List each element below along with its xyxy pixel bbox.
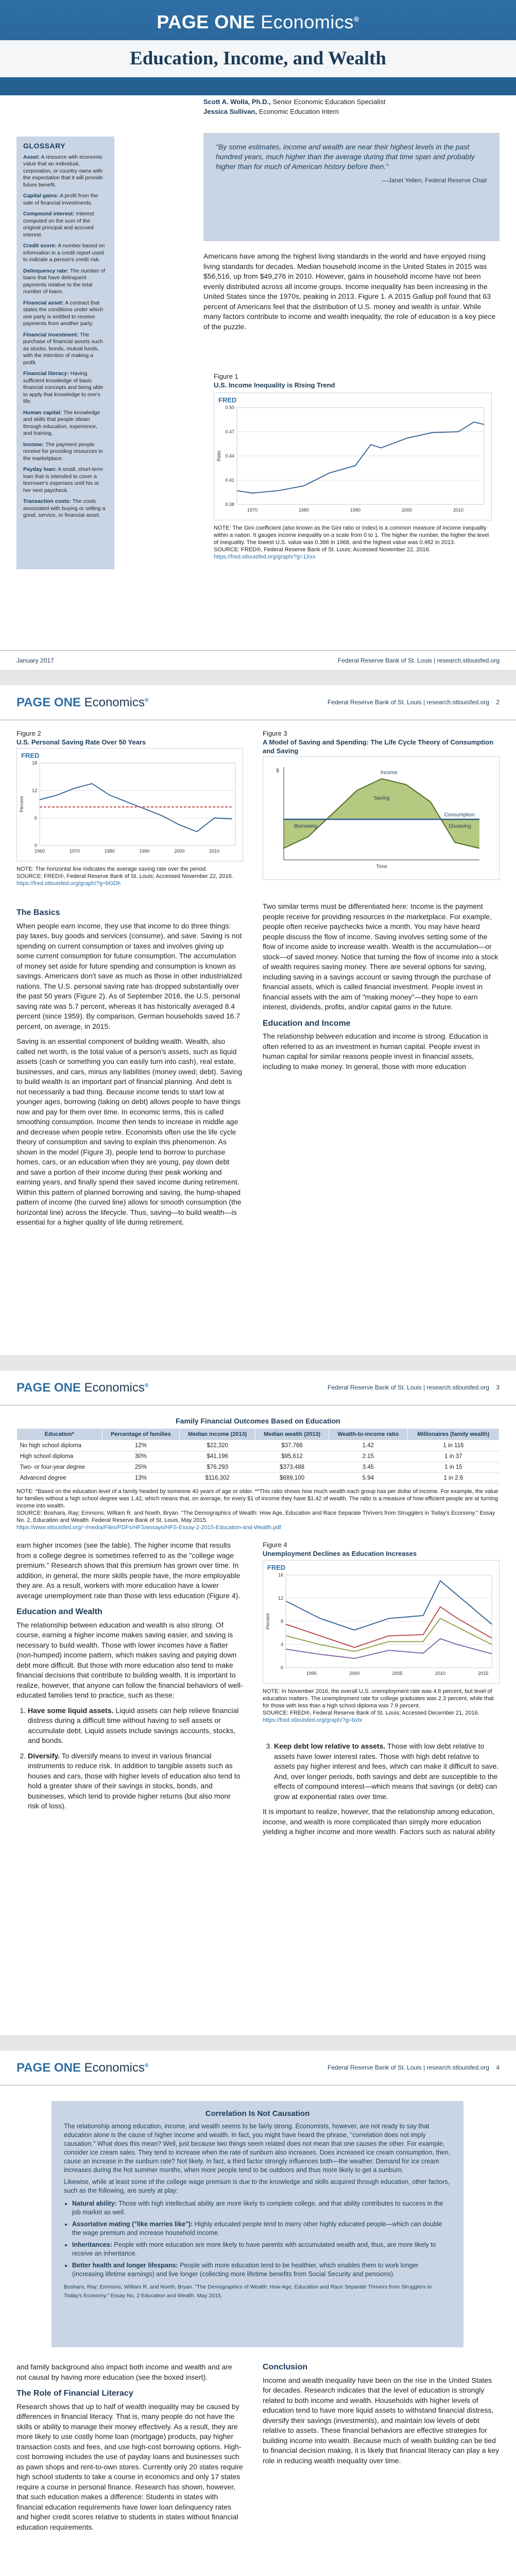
- table-cell: $41,196: [180, 1451, 255, 1462]
- table-title: Family Financial Outcomes Based on Education: [176, 1417, 340, 1425]
- table-row: [17, 1451, 500, 1462]
- chart-label: Time: [376, 864, 387, 870]
- glossary-term: Credit score: A number based on information in a credit report used to indicate a person's credit risk.: [23, 243, 105, 263]
- figure-4-link[interactable]: https://fred.stlouisfed.org/graph/?g=bxtx: [263, 1717, 363, 1723]
- table-cell: 13%: [102, 1473, 179, 1484]
- brand-logo: PAGE ONE Economics®: [157, 11, 359, 32]
- chart-label: Borrowing: [294, 823, 318, 829]
- y-tick-label: 0.44: [225, 453, 234, 459]
- section-heading-conclusion: Conclusion: [263, 2363, 308, 2371]
- y-tick-label: 0.47: [225, 429, 234, 434]
- running-header: PAGE ONE Economics® Federal Reserve Bank of St. Louis | research.stlouisfed.org 3: [0, 1370, 516, 1405]
- table-note: NOTE: *Based on the education level of a family headed by someone 40 years of age or older. **This ratio shows how much wealth each group has per dollar of income. For example, the value for families without a high school degree was 1.42, which means that, on average, for every $1 of income they have $1.42 of wealth. The ratio is a measure of how efficient people are at turning income into wealth. SOURCE: Boshara, Ray; Emmons, William R. and Noeth, Bryan. "The Demographics of Wealth: How Age, Education and Race Separate Thrivers from Strugglers in Today's Economy." Essay No. 2, Education and Wealth. Federal Reserve Bank of St. Louis, May 2015. https://www.stlouisfed.org/~/media/Files/PDFs/HFS/essays/HFS-Essay-2-2015-Education-and-Wealth.pdf: [16, 1488, 498, 1531]
- table-cell: 1 in 116: [407, 1440, 499, 1451]
- y-tick-label: 18: [31, 760, 37, 766]
- x-tick-label: 1990: [350, 507, 361, 513]
- y-axis-label: Ratio: [216, 450, 221, 462]
- glossary-term: Financial literacy: Having sufficient knowledge of basic financial concepts and being able to apply that knowledge to one's life.: [23, 370, 104, 404]
- glossary-term: Financial investment: The purchase of financial assets such as stocks, bonds, mutual funds, with the intention of making a profit.: [23, 331, 103, 366]
- fred-logo: FRED: [267, 1564, 286, 1571]
- family-outcomes-table: [16, 1428, 500, 1484]
- page-number: 3: [496, 1384, 500, 1391]
- behavior-2: 2. Diversify. To diversify means to invest in various financial instruments to reduce risk. In addition to tangible assets such as houses and cars, those with higher levels of education also tend to hold a greater share of their savings in stocks, bonds, and businesses, which tend to provide higher returns (but also more risk of loss).: [28, 1751, 243, 1811]
- y-tick-label: 0.41: [225, 478, 234, 483]
- x-tick-label: 1960: [34, 849, 45, 854]
- glossary-term: Asset: A resource with economic value that an individual, corporation, or country owns with the expectation that it will provide future benefit.: [23, 154, 103, 188]
- page-3-col-1: earn higher incomes (see the table). The higher income that results from a college degree is sometimes referred to as the "college wage premium." Research shows that this premium has grown over time. In addition, in general, the more skills people have, the more employable they are. As a result, workers with more education have a lower average unemployment rate than those with less education (Figure 4). Education and Wealth The relationship between education and wealth is also strong. Of course, earning a higher income makes saving easier, and saving is necessary to build wealth. Those with lower incomes have a flatter (non-humped) income pattern, which makes saving and paying down debt more difficult. But those with more education also tend to make financial decisions that contribute to building wealth. It is important to realize, however, that anyone can follow the financial behaviors of well-educated families tend to practice, such as these: 1. Have some liquid assets. Liquid assets can help relieve financial distress during a difficult time without having to sell assets or accumulate debt. Liquid assets include savings accounts, stocks, and bonds. 2. Diversify. To diversify means to invest in various financial instruments to reduce risk. In addition to tangible assets such as houses and cars, those with higher levels of education also tend to hold a greater share of their savings in stocks, bonds, and businesses, which tend to provide higher returns (but also more risk of loss).: [16, 1540, 243, 1817]
- section-heading-financial-literacy: The Role of Financial Literacy: [16, 2389, 133, 2398]
- glossary-term: Transaction costs: The costs associated with buying or selling a good, service, or financial asset.: [23, 498, 106, 518]
- y-tick-label: 16: [278, 1572, 283, 1578]
- glossary-term: Compound interest: Interest computed on the sum of the original principal and accrued interest.: [23, 211, 94, 238]
- figure-1-link[interactable]: https://fred.stlouisfed.org/graph/?g=1Xxx: [214, 554, 316, 560]
- x-tick-label: 2010: [453, 507, 464, 513]
- x-tick-label: 2000: [174, 849, 185, 854]
- quote-source: —Janet Yellen, Federal Reserve Chair: [382, 177, 487, 184]
- family-outcomes-table-block: [16, 1417, 500, 1531]
- callout-source: Boshara, Ray; Emmons, William R. and Noeth, Bryan. "The Demographics of Wealth: How Age, Education and Race Separate Thrivers from Strugglers in Today's Economy." Essay No. 2 Education and Wealth. May 2015.: [64, 2284, 432, 2299]
- callout-item: • Assortative mating ("like marries like"): Highly educated people tend to marry other highly educated people—which can double the wage premium and increase household income.: [72, 2220, 451, 2238]
- table-cell: $22,320: [180, 1440, 255, 1451]
- x-tick-label: 2000: [349, 1671, 360, 1676]
- running-header: PAGE ONE Economics® Federal Reserve Bank of St. Louis | research.stlouisfed.org 4: [0, 2050, 516, 2086]
- behaviors-list-b: [274, 1741, 500, 1802]
- callout-item: • Inheritances: People with more education are more likely to have parents with accumulated wealth and, thus, are more likely to receive an inheritance.: [72, 2241, 451, 2258]
- pull-quote: "By some estimates, income and wealth are near their highest levels in the past hundred years, much higher than the average during that time span and probably higher than for much of American history before then." —Janet Yellen, Federal Reserve Chair: [203, 133, 500, 241]
- behavior-1: 1. Have some liquid assets. Liquid assets can help relieve financial distress during a difficult time without having to sell assets or accumulate debt. Liquid assets include savings accounts, stocks, and bonds.: [28, 1706, 243, 1746]
- table-row: [17, 1440, 500, 1451]
- table-cell: $95,612: [255, 1451, 329, 1462]
- x-tick-label: 1980: [298, 507, 309, 513]
- x-tick-label: 2015: [478, 1671, 489, 1676]
- fred-logo: FRED: [218, 396, 237, 404]
- page-number: 2: [496, 699, 500, 706]
- page-1: [0, 0, 516, 670]
- page-2-col-2: Two similar terms must be differentiated here: Income is the payment people receive for providing resources in the marketplace. For example, people often receive paychecks twice a month. You may have heard people discuss the flow of income. Saving involves setting some of the flow of income aside to increase wealth. Wealth is the accumulation—or stock—of saved money. Notice that turning the flow of income into a stock of wealth requires saving money. There are several options for saving, including saving in a savings account or saving through the purchase of financial assets, which is called financial investment. People invest in financial assets with the aim of "making money"—they hope to earn interest, dividends, profits, and/or capital gains in the future. Education and Income The relationship between education and income is strong. Education is often referred to as an investment in human capital. People invest in human capital for similar reasons people invest in financial assets, including to make money. In general, those with more education: [263, 902, 500, 1072]
- chart-label: Dissaving: [449, 823, 471, 829]
- brand-logo: PAGE ONE Economics®: [16, 2061, 149, 2075]
- y-tick-label: 0: [280, 1665, 283, 1670]
- page-2-col-1: The Basics When people earn income, they use that income to do three things: pay taxes, buy goods and services (consume), and save. Saving is not spending on current consumption or taxes and involves giving up some current consumption for future consumption. The accumulation of money set aside for future spending and consumption is known as savings. Americans don't save as much as those in other industrialized nations. The U.S. personal saving rate has dropped substantially over the past 50 years (Figure 2). As of September 2016, the U.S. personal saving rate was 5.7 percent, whereas it has historically averaged 8.4 percent (since 1959). By comparison, German households saved 16.7 percent, on average, in 2015. Saving is an essential component of building wealth. Wealth, also called net worth, is the total value of a person's assets, such as liquid assets (cash or something you can easily turn into cash), real estate, businesses, and cars, minus any liabilities (money owed; debt). Saving to build wealth is an important part of financial planning. And debt is not necessarily a bad thing. Because income tends to start low at younger ages, borrowing (taking on debt) allows people to have things now and pay for them over time. In economic terms, this is called smoothing consumption. Income then tends to increase in middle age and decrease when people retire. Economists often use the life cycle theory of consumption and saving to explain this phenomenon. As shown in the model (Figure 3), people tend to borrow to purchase homes, cars, or an education when they are young, pay down debt and save a portion of their income during their peak working and earning years, and finally spend their saved income during retirement. Within this pattern of planned borrowing and saving, the hump-shaped pattern of income (the curved line) allows for smooth consumption (the horizontal line) across the lifecycle. Thus, saving—to build wealth—is essential for a higher quality of life during retirement.: [16, 908, 243, 1226]
- page-4-col-2: Conclusion Income and wealth inequality have been on the rise in the United States for decades. Research indicates that the level of education is strongly related to both income and wealth. Households with higher levels of education tend to have more liquid assets to withstand financial distress, diversify their savings (investments), and maintain low levels of debt relative to assets. These financial behaviors are effective strategies for building income into wealth. Because much of wealth building can be tied to financial decision making, it is likely that financial literacy can play a key role in reducing wealth inequality over time.: [263, 2363, 500, 2465]
- table-header-cell: Median wealth (2013): [255, 1429, 329, 1440]
- table-cell: $37,766: [255, 1440, 329, 1451]
- figure-1-heading: Figure 1 U.S. Income Inequality is Rising Trend: [214, 372, 335, 389]
- callout-title: Correlation Is Not Causation: [205, 2109, 310, 2118]
- y-tick-label: 6: [34, 815, 37, 821]
- glossary-list: [23, 154, 108, 519]
- chart-label: Saving: [373, 795, 390, 801]
- brand-logo: PAGE ONE Economics®: [16, 1381, 149, 1395]
- section-heading-basics: The Basics: [16, 908, 60, 917]
- x-tick-label: 1970: [247, 507, 258, 513]
- life-cycle-chart: [263, 757, 499, 879]
- figure-1-note: NOTE: The Gini coefficient (also known as the Gini ratio or index) is a common measure of income inequality within a nation. It gauges income inequality on a scale from 0 to 1. The higher the number, the higher the level of inequality. The lowest U.S. value was 0.386 in 1968, and the highest value was 0.482 in 2013. SOURCE: FRED®, Federal Reserve Bank of St. Louis; Accessed November 22, 2016. https://fred.stlouisfed.org/graph/?g=1Xxx: [214, 525, 489, 560]
- table-row: [17, 1473, 500, 1484]
- table-row: [17, 1462, 500, 1473]
- table-cell: $116,302: [180, 1473, 255, 1484]
- table-cell: 1 in 15: [407, 1462, 499, 1473]
- x-tick-label: 1995: [306, 1671, 317, 1676]
- table-cell: $689,100: [255, 1473, 329, 1484]
- glossary-box: [16, 137, 114, 569]
- callout-list: [72, 2199, 451, 2279]
- callout-item: • Better health and longer lifespans: People with more education tend to be healthier, which enables them to work longer (increasing lifetime earnings) and live longer (collecting more lifetime benefits from Social Security and pensions).: [72, 2261, 451, 2279]
- table-header-cell: Millionaires (family wealth): [407, 1429, 499, 1440]
- figure-2-note: NOTE: The horizontal line indicates the average saving rate over the period. SOURCE: FRED®, Federal Reserve Bank of St. Louis; Accessed November 22, 2016. https://fred.stlouisfed.org/graph/?g=bGDh: [16, 866, 233, 887]
- figure-2-chart: [16, 748, 243, 861]
- table-cell: 12%: [102, 1440, 179, 1451]
- behavior-3: 3. Keep debt low relative to assets. Those with low debt relative to assets have lower interest rates. Those with high debt relative to assets pay higher interest and fees, which can make it difficult to save. And, over longer periods, both savings and debt are susceptible to the effects of compound interest—which means that savings (or debt) can grow at exponential rates over time.: [274, 1741, 500, 1802]
- behaviors-list-a: [28, 1706, 243, 1811]
- y-tick-label: 12: [278, 1596, 283, 1601]
- figure-4-note: NOTE: In November 2016, the overall U.S. unemployment rate was 4.6 percent, but level of education matters. The unemployment rate for college graduates was 2.3 percent, while that for those with less than a high school diploma was 7.9 percent. SOURCE: FRED®, Federal Reserve Bank of St. Louis; Accessed December 21, 2016. https://fred.stlouisfed.org/graph/?g=bxtx: [263, 1688, 494, 1723]
- x-tick-label: 1980: [104, 849, 115, 854]
- income-inequality-chart: [214, 393, 491, 520]
- figure-1-chart: [214, 393, 492, 520]
- table-header-cell: Wealth-to-income ratio: [329, 1429, 407, 1440]
- glossary-term: Financial asset: A contract that states the conditions under which one party is entitled to receive payments from another party.: [23, 299, 104, 327]
- x-tick-label: 1970: [69, 849, 80, 854]
- running-header: PAGE ONE Economics® Federal Reserve Bank of St. Louis | research.stlouisfed.org 2: [0, 685, 516, 720]
- page-4-col-1: and family background also impact both income and wealth and are not causal by having more education (see the boxed insert). The Role of Financial Literacy Research shows that up to half of wealth inequality may be caused by differences in financial literacy. That is, many people do not have the skills or ability to manage their money effectively. As a result, they are more likely to use costly home loan (mortgage) products, pay higher transaction costs and fees, and use high-cost borrowing options. High-cost borrowing includes the use of payday loans and businesses such as pawn shops and rent-to-own stores. Currently only 20 states require high school students to take a course in economics and only 17 states require a course in personal finance. Research has shown, however, that such education makes a difference: Students in states with financial education requirements have lower loan delinquency rates and higher credit scores relative to students in states without financial education requirements.: [16, 2363, 243, 2531]
- saving-rate-chart: [17, 749, 243, 861]
- fred-logo: FRED: [21, 752, 40, 759]
- figure-2-link[interactable]: https://fred.stlouisfed.org/graph/?g=bGDh: [16, 880, 121, 887]
- figure-3-heading: Figure 3 A Model of Saving and Spending: The Life Cycle Theory of Consumption and Saving: [263, 730, 494, 755]
- section-heading-education-wealth: Education and Wealth: [16, 1607, 102, 1616]
- table-cell: 30%: [102, 1451, 179, 1462]
- figure-4-heading: Figure 4 Unemployment Declines as Education Increases: [263, 1541, 417, 1557]
- glossary-title: GLOSSARY: [23, 142, 66, 150]
- glossary-term: Capital gains: A profit from the sale of financial investments.: [23, 193, 98, 206]
- table-cell: Two- or four-year degree: [17, 1462, 102, 1473]
- chart-label: Consumption: [444, 812, 475, 818]
- x-tick-label: 1990: [139, 849, 150, 854]
- table-cell: 2.15: [329, 1451, 407, 1462]
- page-2: [0, 685, 516, 1355]
- footer: January 2017 Federal Reserve Bank of St. Louis | research.stlouisfed.org: [0, 650, 516, 670]
- series-line: [286, 1581, 492, 1630]
- table-cell: High school diploma: [17, 1451, 102, 1462]
- figure-3-chart: [263, 756, 500, 880]
- glossary-term: Income: The payment people receive for providing resources in the marketplace.: [23, 441, 103, 462]
- brand-logo: PAGE ONE Economics®: [16, 696, 149, 709]
- chart-label: Income: [380, 770, 398, 776]
- y-axis-label: Percent: [265, 1613, 270, 1630]
- correlation-callout: Correlation Is Not Causation The relationship among education, income, and wealth seems to be fairly strong. Economists, however, are not ready to say that education alone is the cause of higher income and wealth. In fact, you might have heard the phrase, "correlation does not imply causation." What does this mean? Well, just because two things seem related does not mean that one causes the other. For example, consider ice cream sales. They tend to increase when the rate of sunburn also increases. Does increased ice cream consumption, then, cause an increase in the sunburn rate? Not likely. In fact, a third factor strongly influences both—the weather. Demand for ice cream increases during the hot summer months, when more people tend to be outdoors and thus more likely to get a sunburn. Likewise, while at least some of the college wage premium is due to the knowledge and skills acquired through education, other factors, such as the following, are surely at play: • Natural ability: Those with high intellectual ability are more likely to complete college, and that ability contributes to success in the job market as well. • Assortative mating ("like marries like"): Highly educated people tend to marry other highly educated people—which can double the wage premium and increase household income. • Inheritances: People with more education are more likely to have parents with accumulated wealth and, thus, are more likely to receive an inheritance. • Better health and longer lifespans: People with more education tend to be healthier, which enables them to work longer (increasing lifetime earnings) and live longer (collecting more lifetime benefits from Social Security and pensions). Boshara, Ray; Emmons, William R. and Noeth, Bryan. "The Demographics of Wealth: How Age, Education and Race Separate Thrivers from Strugglers in Today's Economy." Essay No. 2 Education and Wealth. May 2015.: [51, 2101, 463, 2347]
- table-cell: 1.42: [329, 1440, 407, 1451]
- table-cell: 3.45: [329, 1462, 407, 1473]
- table-cell: 5.94: [329, 1473, 407, 1484]
- series-line: [40, 784, 232, 832]
- page-number: 4: [496, 2064, 500, 2071]
- figure-4-chart: [263, 1560, 500, 1684]
- series-line: [237, 422, 484, 493]
- glossary-term: Payday loan: A small, short-term loan that is intended to cover a borrower's expenses until his or her next paycheck.: [23, 466, 103, 494]
- chart-label: $: [276, 768, 279, 774]
- table-link[interactable]: https://www.stlouisfed.org/~/media/Files/PDFs/HFS/essays/HFS-Essay-2-2015-Education-and-Wealth.pdf: [16, 1524, 281, 1531]
- authors: Scott A. Wolla, Ph.D., Senior Economic Education Specialist Jessica Sullivan, Economic Education Intern: [203, 98, 386, 115]
- callout-item: • Natural ability: Those with high intellectual ability are more likely to complete college, and that ability contributes to success in the job market as well.: [72, 2199, 451, 2217]
- table-cell: $76,293: [180, 1462, 255, 1473]
- page-4: [0, 2050, 516, 2576]
- y-tick-label: 0.50: [225, 405, 234, 410]
- glossary-term: Delinquency rate: The number of loans that have delinquent payments relative to the total number of loans.: [23, 267, 106, 295]
- glossary-term: Human capital: The knowledge and skills that people obtain through education, experience, and training.: [23, 409, 100, 436]
- y-tick-label: 4: [280, 1642, 283, 1647]
- y-tick-label: 0.38: [225, 502, 234, 507]
- table-cell: 25%: [102, 1462, 179, 1473]
- table-cell: 1 in 37: [407, 1451, 499, 1462]
- table-header-cell: Percentage of families: [102, 1429, 179, 1440]
- x-tick-label: 2005: [392, 1671, 403, 1676]
- table-header-cell: Median income (2013): [180, 1429, 255, 1440]
- y-tick-label: 12: [31, 788, 37, 793]
- page-3-col-2: 3. Keep debt low relative to assets. Those with low debt relative to assets have lower interest rates. Those with high debt relative to assets pay higher interest and fees, which can make it difficult to save. And, over longer periods, both savings and debt are susceptible to the effects of compound interest—which means that savings (or debt) can grow at exponential rates over time. It is important to realize, however, that the relationship among education, income, and wealth is more complicated than simply more education yielding a higher income and more wealth. Factors such as natural ability: [263, 1741, 500, 1837]
- plot-frame: [40, 763, 235, 845]
- x-tick-label: 2010: [435, 1671, 446, 1676]
- y-tick-label: 0: [34, 843, 37, 848]
- x-tick-label: 2000: [401, 507, 412, 513]
- y-axis-label: Percent: [19, 796, 24, 812]
- table-cell: $373,488: [255, 1462, 329, 1473]
- table-header-cell: Education*: [17, 1429, 102, 1440]
- y-tick-label: 8: [280, 1619, 283, 1624]
- figure-2-heading: Figure 2 U.S. Personal Saving Rate Over 50 Years: [16, 730, 146, 746]
- unemployment-chart: [263, 1561, 499, 1683]
- x-tick-label: 2010: [209, 849, 220, 854]
- table-cell: 1 in 2.6: [407, 1473, 499, 1484]
- table-cell: No high school diploma: [17, 1440, 102, 1451]
- page-title: Education, Income, and Wealth: [130, 48, 386, 69]
- page-3: [0, 1370, 516, 2035]
- masthead: [0, 0, 516, 95]
- intro-text: Americans have among the highest living standards in the world and have enjoyed rising living standards for decades. Median household income in the United States in 2015 was $56,516, up from $49,276 in 2010. However, gains in household income have not been evenly distributed across all income groups. Income inequality has been increasing in the United States since the 1970s, peaking in 2013. Figure 1. A 2015 Gallup poll found that 63 percent of Americans feel that the distribution of U.S. money and wealth is unfair. While many factors contribute to income and wealth inequality, the role of education is a key piece of the puzzle.: [203, 252, 496, 331]
- table-cell: Advanced degree: [17, 1473, 102, 1484]
- section-heading-education-income: Education and Income: [263, 1019, 351, 1028]
